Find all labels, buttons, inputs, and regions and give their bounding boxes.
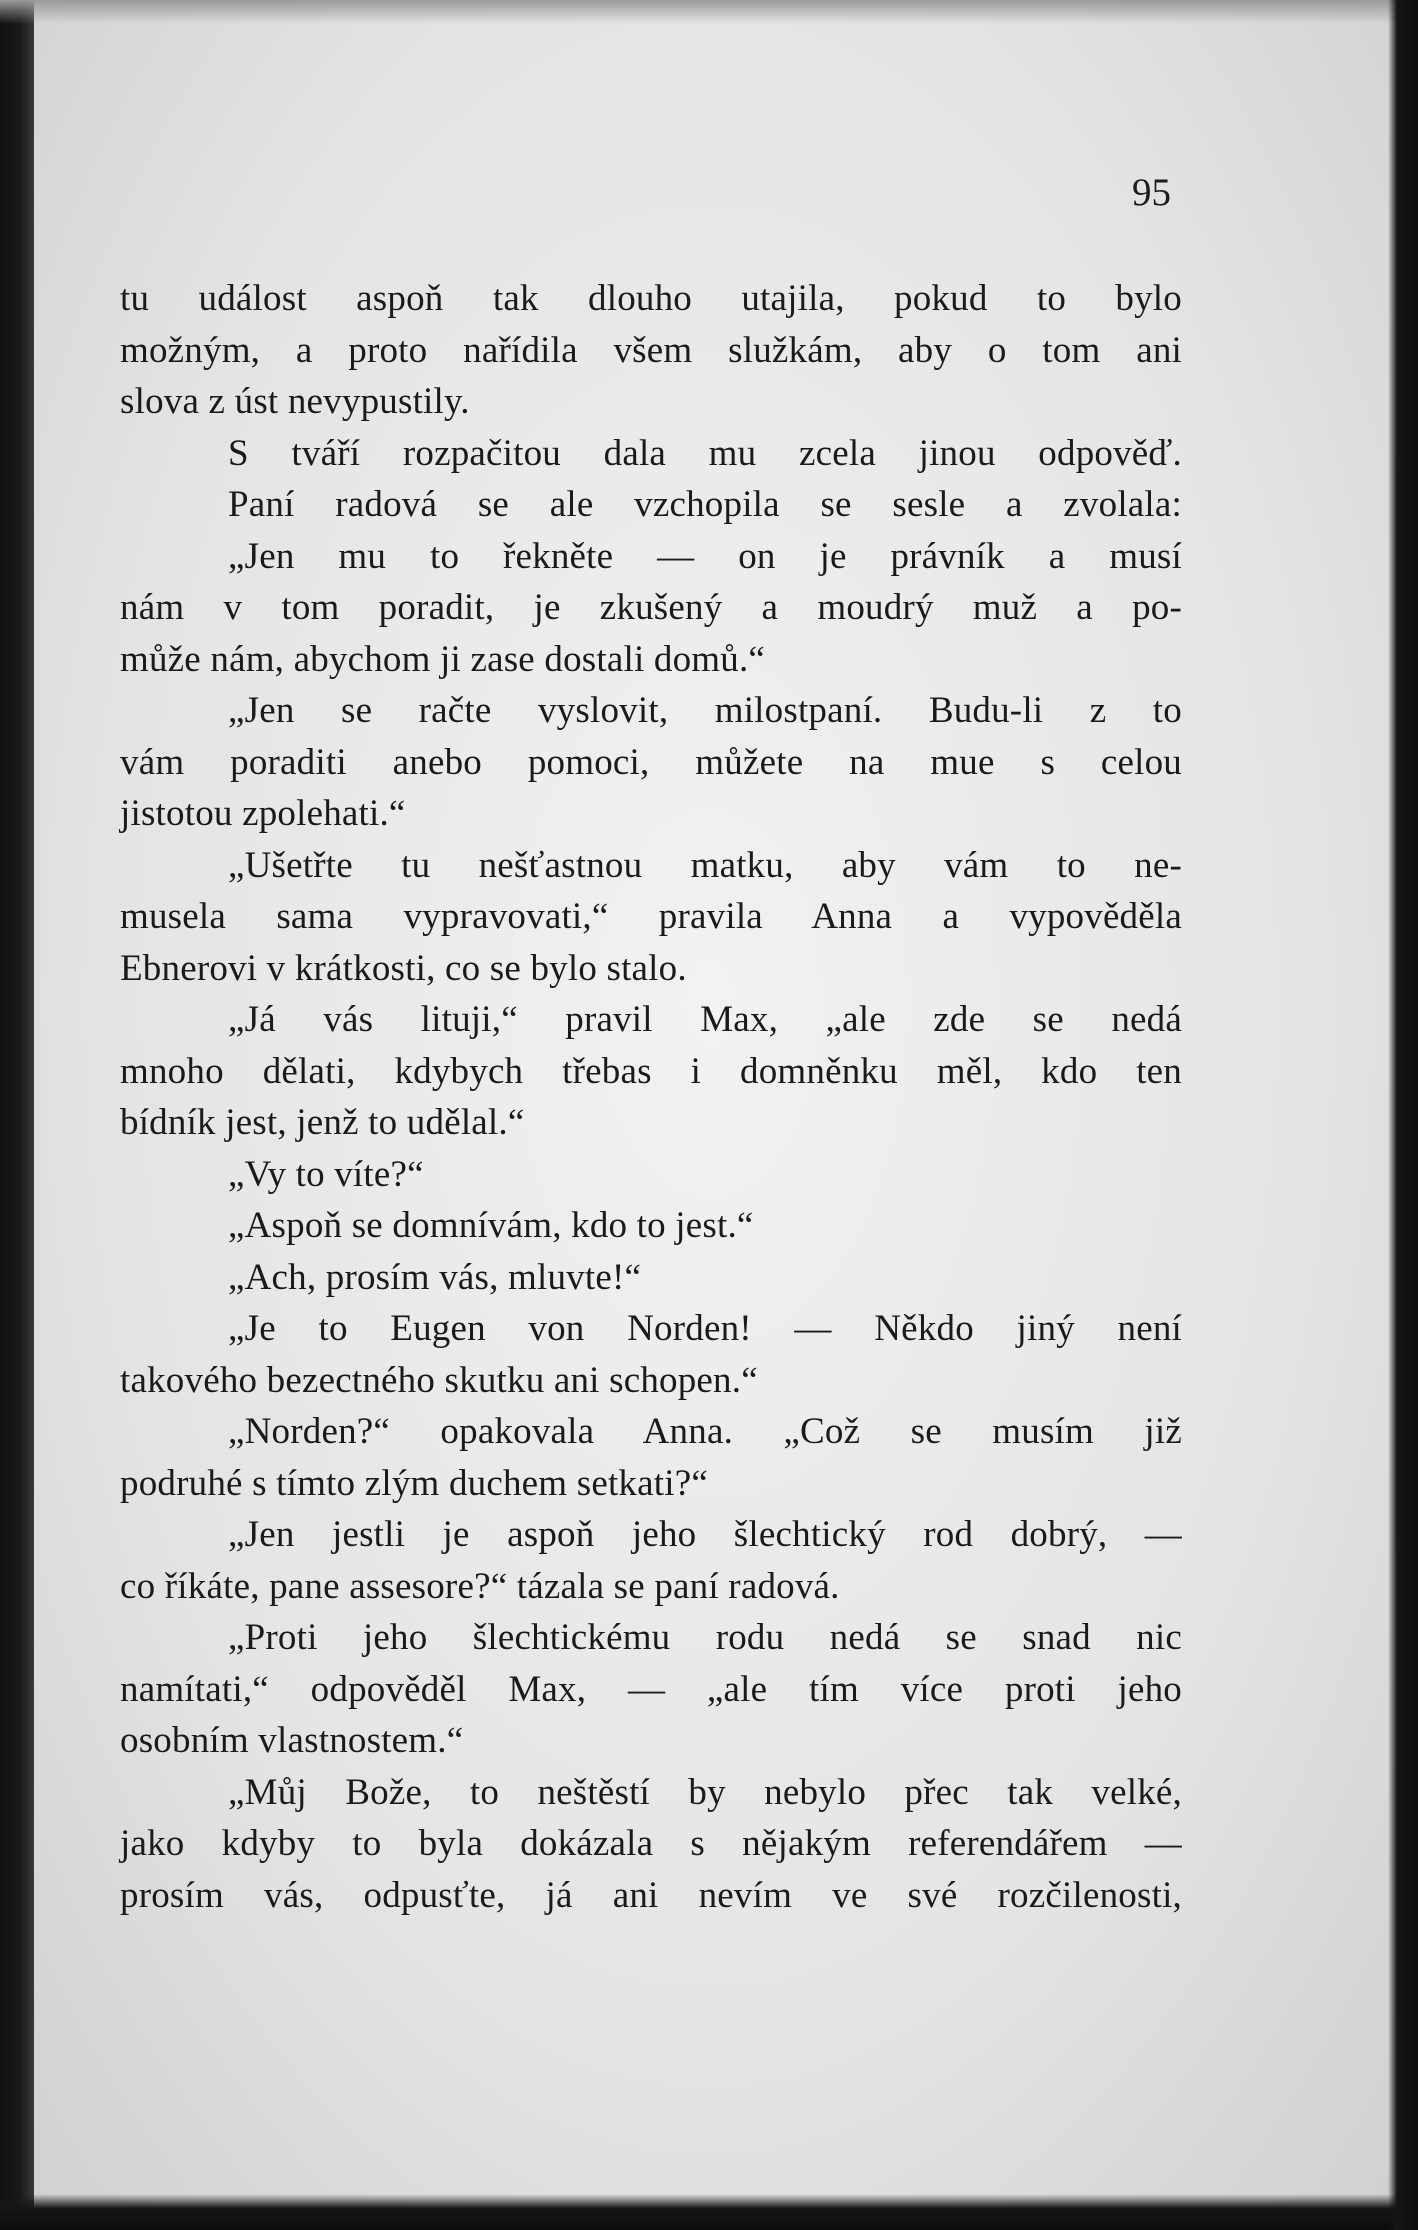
text-line: mnoho dělati, kdybych třebas i domněnku měl, kdo ten xyxy=(120,1050,1182,1092)
text-line: „Proti jeho šlechtickému rodu nedá se snad nic xyxy=(228,1617,1182,1658)
text-line: bídník jest, jenž to udělal.“ xyxy=(120,1102,525,1143)
text-line: slova z úst nevypustily. xyxy=(120,381,470,422)
text-line: Paní radová se ale vzchopila se sesle a zvolala: xyxy=(228,484,1182,525)
text-line: „Můj Bože, to neštěstí by nebylo přec tak velké, xyxy=(228,1771,1182,1813)
text-line: vám poraditi anebo pomoci, můžete na mue s celou xyxy=(120,741,1182,783)
text-line: „Já vás lituji,“ pravil Max, „ale zde se nedá xyxy=(228,999,1182,1040)
text-line: „Norden?“ opakovala Anna. „Což se musím již xyxy=(228,1411,1182,1452)
text-line: „Ach, prosím vás, mluvte!“ xyxy=(228,1256,642,1298)
text-line: možným, a proto nařídila všem služkám, aby o tom ani xyxy=(120,329,1182,371)
text-line: nám v tom poradit, je zkušený a moudrý muž a po- xyxy=(120,587,1182,628)
text-line: namítati,“ odpověděl Max, — „ale tím více proti jeho xyxy=(120,1668,1182,1710)
text-line: může nám, abychom ji zase dostali domů.“ xyxy=(120,638,766,680)
body-text xyxy=(120,273,1182,1921)
text-line: „Ušetřte tu nešťastnou matku, aby vám to ne- xyxy=(228,844,1182,886)
text-line: „Je to Eugen von Norden! — Někdo jiný není xyxy=(228,1308,1182,1349)
text-line: prosím vás, odpusťte, já ani nevím ve své rozčilenosti, xyxy=(120,1874,1182,1916)
page-number: 95 xyxy=(1132,171,1171,214)
text-line: Ebnerovi v krátkosti, co se bylo stalo. xyxy=(120,947,687,989)
text-line: „Vy to víte?“ xyxy=(228,1153,424,1195)
text-line: S tváří rozpačitou dala mu zcela jinou odpověď. xyxy=(228,432,1182,474)
text-line: „Aspoň se domnívám, kdo to jest.“ xyxy=(228,1205,754,1246)
text-line: jako kdyby to byla dokázala s nějakým referendářem — xyxy=(120,1823,1182,1864)
text-line: „Jen se račte vyslovit, milostpaní. Budu-li z to xyxy=(228,690,1182,731)
text-line: podruhé s tímto zlým duchem setkati?“ xyxy=(120,1462,708,1504)
text-line: co říkáte, pane assesore?“ tázala se paní radová. xyxy=(120,1565,840,1607)
text-line: takového bezectného skutku ani schopen.“ xyxy=(120,1359,758,1401)
text-line: tu událost aspoň tak dlouho utajila, pokud to bylo xyxy=(120,278,1182,319)
text-line: „Jen jestli je aspoň jeho šlechtický rod dobrý, — xyxy=(228,1514,1182,1555)
page-top-shadow xyxy=(0,0,1418,24)
text-line: osobním vlastnostem.“ xyxy=(120,1720,464,1761)
page-bottom-edge xyxy=(0,2194,1418,2230)
text-line: musela sama vypravovati,“ pravila Anna a vypověděla xyxy=(120,896,1182,937)
text-line: jistotou zpolehati.“ xyxy=(120,793,406,834)
text-line: „Jen mu to řekněte — on je právník a musí xyxy=(228,535,1182,577)
